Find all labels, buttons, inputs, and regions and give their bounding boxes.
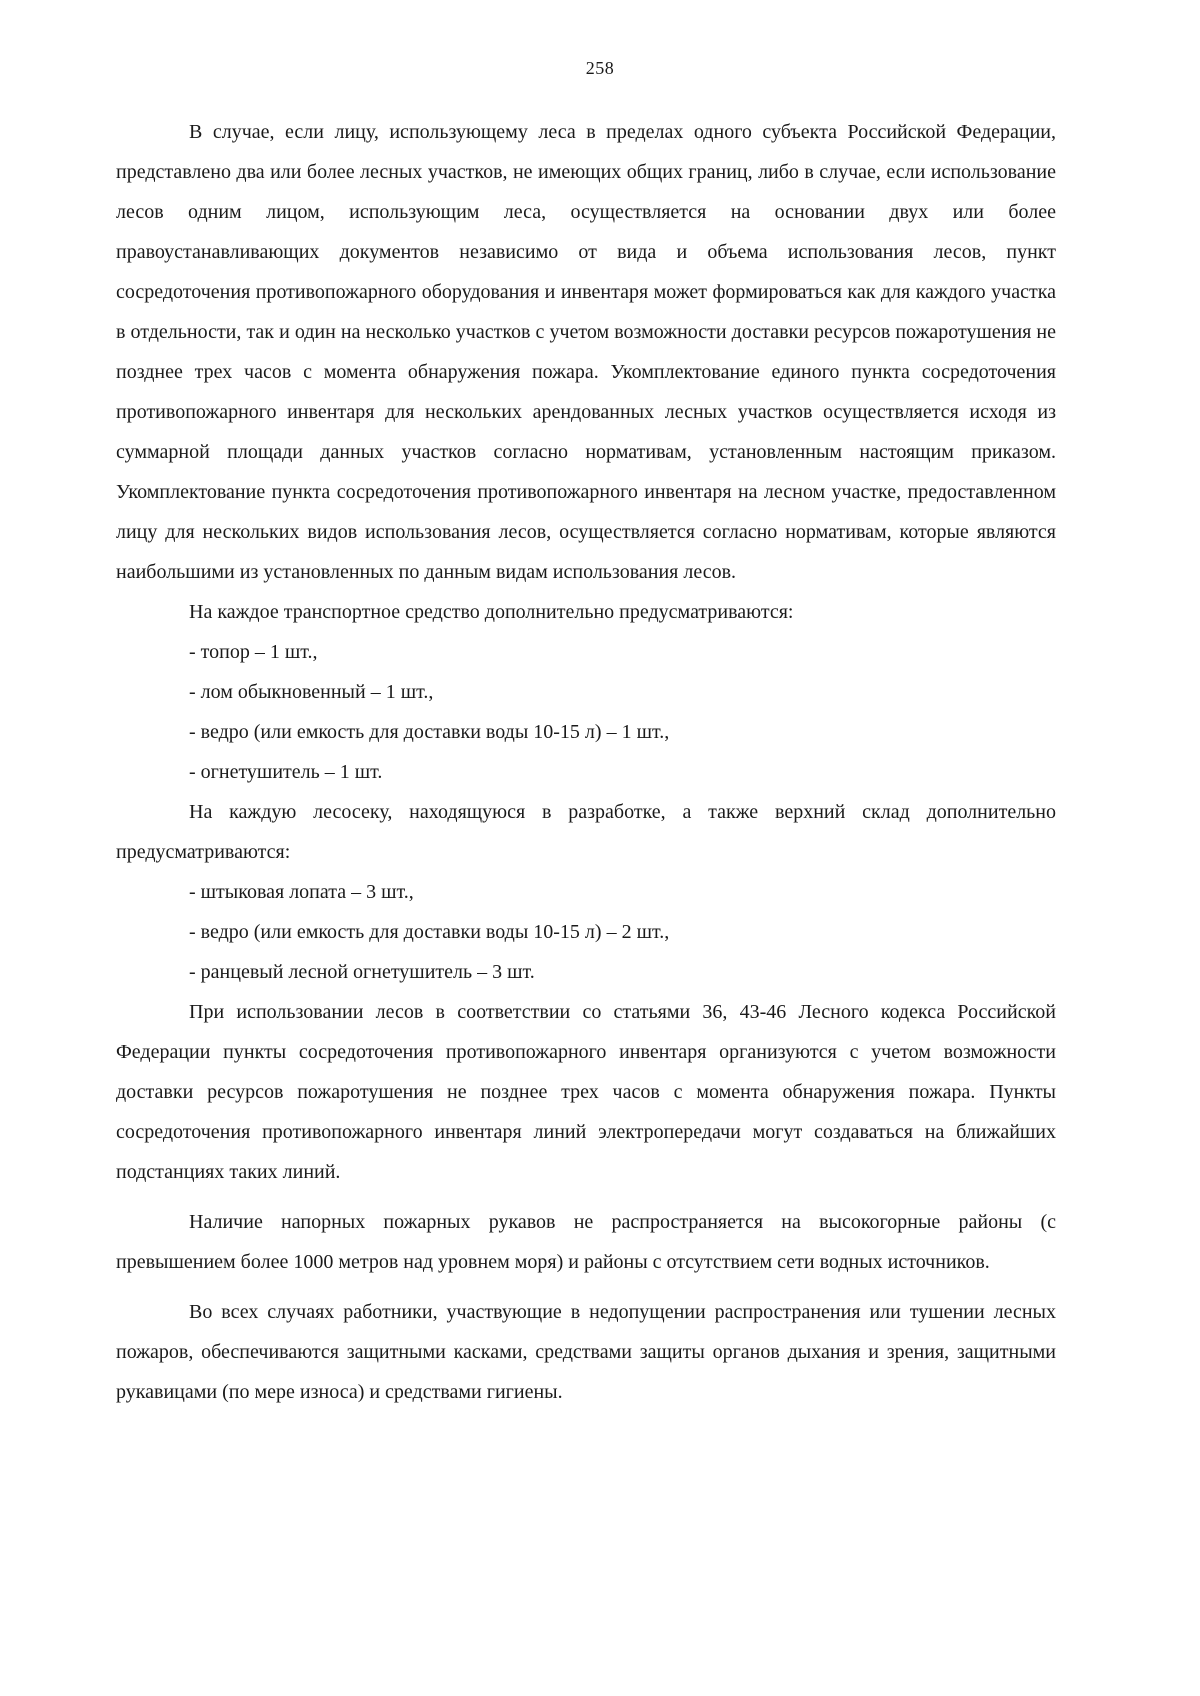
document-body bbox=[116, 112, 1056, 1412]
list-item-bucket: - ведро (или емкость для доставки воды 10-15 л) – 1 шт., bbox=[189, 721, 670, 743]
page-number: 258 bbox=[585, 58, 615, 78]
list-item-extinguisher: - огнетушитель – 1 шт. bbox=[189, 761, 383, 783]
list-item-backpack-extinguisher: - ранцевый лесной огнетушитель – 3 шт. bbox=[189, 961, 535, 983]
list-item-bucket-2: - ведро (или емкость для доставки воды 10-15 л) – 2 шт., bbox=[189, 921, 670, 943]
list-item-shovel: - штыковая лопата – 3 шт., bbox=[189, 881, 414, 903]
paragraph-forest-plots: В случае, если лицу, использующему леса в пределах одного субъекта Российской Федерации, представлено два или более лесных участков, не имеющих общих границ, либо в случае, если использование лесов одним лицом, использующим леса, осуществляется на основании двух или более правоустанавливающих документов независимо от вида и объема использования лесов, пункт сосредоточения противопожарного оборудования и инвентаря может формироваться как для каждого участка в отдельности, так и один на несколько участков с учетом возможности доставки ресурсов пожаротушения не позднее трех часов с момента обнаружения пожара. Укомплектование единого пункта сосредоточения противопожарного инвентаря для нескольких арендованных лесных участков осуществляется исходя из суммарной площади данных участков согласно нормативам, установленным настоящим приказом. Укомплектование пункта сосредоточения противопожарного инвентаря на лесном участке, предоставленном лицу для нескольких видов использования лесов, осуществляется согласно нормативам, которые являются наибольшими из установленных по данным видам использования лесов. bbox=[116, 121, 1056, 583]
paragraph-forest-code-articles: При использовании лесов в соответствии со статьями 36, 43-46 Лесного кодекса Российской Федерации пункты сосредоточения противопожарного инвентаря организуются с учетом возможности доставки ресурсов пожаротушения не позднее трех часов с момента обнаружения пожара. Пункты сосредоточения противопожарного инвентаря линий электропередачи могут создаваться на ближайших подстанциях таких линий. bbox=[116, 1001, 1056, 1183]
paragraph-worker-protection: Во всех случаях работники, участвующие в недопущении распространения или тушении лесных пожаров, обеспечиваются защитными касками, средствами защиты органов дыхания и зрения, защитными рукавицами (по мере износа) и средствами гигиены. bbox=[116, 1301, 1056, 1403]
paragraph-logging-site-equipment: На каждую лесосеку, находящуюся в разработке, а также верхний склад дополнительно предусматриваются: bbox=[116, 801, 1056, 863]
list-item-crowbar: - лом обыкновенный – 1 шт., bbox=[189, 681, 434, 703]
paragraph-highland-exemption: Наличие напорных пожарных рукавов не распространяется на высокогорные районы (с превышением более 1000 метров над уровнем моря) и районы с отсутствием сети водных источников. bbox=[116, 1211, 1056, 1273]
list-item-axe: - топор – 1 шт., bbox=[189, 641, 318, 663]
paragraph-vehicle-equipment: На каждое транспортное средство дополнительно предусматриваются: bbox=[189, 601, 794, 623]
